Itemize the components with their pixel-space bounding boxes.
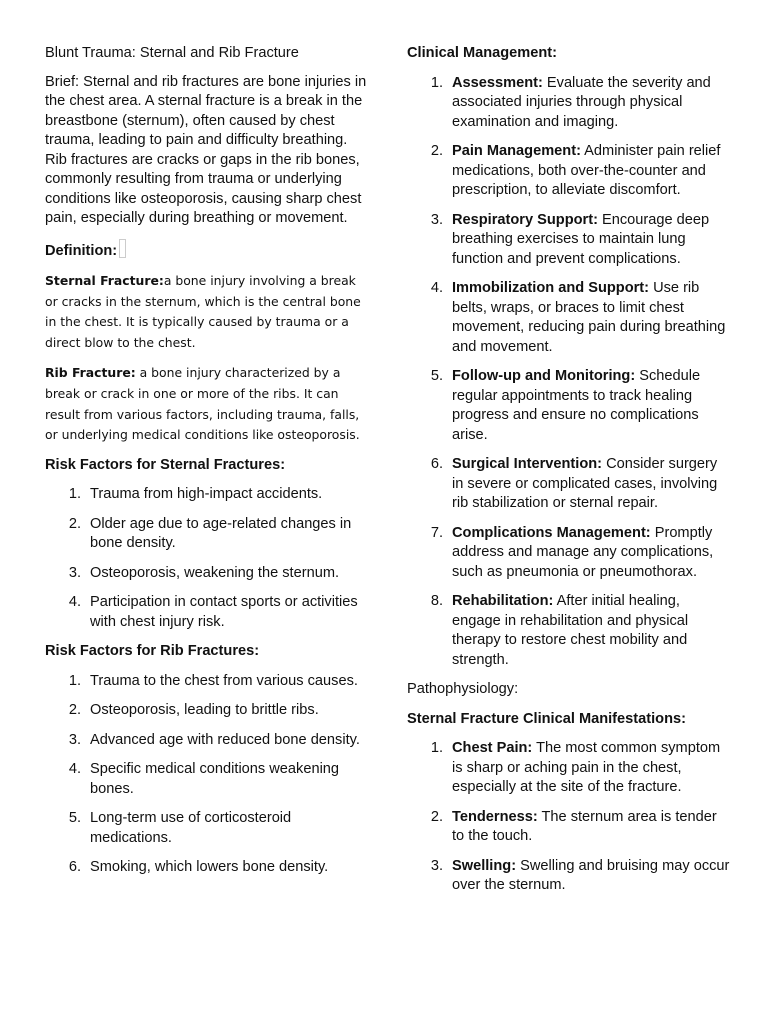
list-term: Chest Pain: [452,740,533,756]
placeholder-box-icon [119,239,126,258]
list-text: The sternum area is tender to the touch. [452,808,717,844]
list-text: Osteoporosis, weakening the sternum. [90,564,340,581]
list-text: Administer pain relief medications, both over-the-counter and prescription, to alleviate discomfort. [452,143,721,198]
list-item [407,279,732,357]
list-text: Smoking, which lowers bone density. [90,859,329,876]
list-item [407,808,732,847]
list-item [45,485,370,505]
rib-fracture-text: a bone injury characterized by a break or crack in one or more of the ribs. It can result from various factors, including trauma, falls, or underlying medical conditions like osteoporosis. [45,365,360,443]
sternal-fracture-term: Sternal Fracture: [45,273,164,288]
list-number: 4. [430,280,443,296]
list-number: 5. [68,810,81,827]
list-text: Specific medical conditions weakening bones. [90,761,340,797]
brief-paragraph: Brief: Sternal and rib fractures are bone injuries in the chest area. A sternal fracture is a break in the breastbone (sternum), often caused by chest trauma, leading to pain and difficulty breathing. Rib fractures are cracks or gaps in the rib bones, commonly resulting from trauma or underlying conditions like osteoporosis, causing sharp chest pain, especially during breathing or movement. [45,73,367,226]
management-heading: Clinical Management: [407,45,558,61]
list-item [407,211,732,270]
rib-fracture-term: Rib Fracture: [45,365,136,381]
sternal-risk-heading: Risk Factors for Sternal Fractures: [45,456,286,473]
list-term: Complications Management: [452,524,651,541]
list-number: 4. [68,594,81,611]
list-item [407,367,732,445]
list-number: 5. [430,368,443,384]
sternal-fracture-definition [45,271,370,353]
list-number: 1. [430,740,443,756]
list-item [407,592,732,670]
list-item [407,857,732,896]
list-text: Advanced age with reduced bone density. [90,731,360,748]
list-text: The most common symptom is sharp or aching pain in the chest, especially at the site of the fracture. [452,740,721,795]
list-text: Encourage deep breathing exercises to maintain lung function and prevent complications. [452,211,710,267]
list-item [45,564,370,584]
list-number: 2. [68,702,81,719]
list-number: 2. [430,143,443,159]
left-column [45,44,370,888]
rib-fracture-definition [45,363,370,445]
list-number: 2. [68,515,81,532]
list-item [45,515,370,554]
list-text: Schedule regular appointments to track healing progress and ensure no complications arise. [452,368,701,443]
list-text: After initial healing, engage in rehabilitation and physical therapy to restore chest mobility and strength. [452,593,689,668]
list-item [45,760,370,799]
sternal-fracture-text: a bone injury involving a break or cracks in the sternum, which is the central bone in the chest. It is typically caused by trauma or a direct blow to the chest. [45,273,361,350]
list-item [45,858,370,878]
list-number: 7. [430,524,443,541]
manifestations-heading: Sternal Fracture Clinical Manifestations: [407,710,686,727]
list-text: Long-term use of corticosteroid medications. [90,810,292,846]
list-term: Follow-up and Monitoring: [452,368,636,384]
list-item [45,593,370,632]
list-term: Assessment: [452,74,543,91]
list-term: Tenderness: [452,808,538,825]
list-item [45,701,370,721]
list-text: Trauma to the chest from various causes. [90,672,358,689]
pathophysiology-label: Pathophysiology: [407,681,519,697]
list-item [45,731,370,751]
list-item [407,739,732,798]
list-item [45,809,370,848]
list-term: Respiratory Support: [452,211,598,228]
rib-risk-list [45,672,370,878]
list-text: Consider surgery in severe or complicated cases, involving rib stabilization or sternal repair. [452,456,718,511]
list-term: Immobilization and Support: [452,280,650,296]
list-item [407,524,732,583]
manifestations-list [407,739,732,896]
list-text: Use rib belts, wraps, or braces to limit chest movement, reducing pain during breathing and movement. [452,280,726,355]
list-text: Promptly address and manage any complications, such as pneumonia or pneumothorax. [452,524,714,580]
definition-heading-text: Definition: [45,242,118,259]
list-number: 3. [68,564,81,581]
list-item [45,672,370,692]
list-number: 3. [430,211,443,228]
list-number: 1. [68,486,81,503]
list-term: Rehabilitation: [452,593,554,609]
list-item [407,455,732,514]
list-text: Swelling and bruising may occur over the sternum. [452,857,730,893]
list-term: Swelling: [452,857,517,874]
list-text: Older age due to age-related changes in bone density. [90,515,352,552]
list-term: Surgical Intervention: [452,456,603,472]
rib-risk-heading: Risk Factors for Rib Fractures: [45,643,260,660]
right-column [407,44,732,906]
list-number: 1. [430,74,443,91]
list-number: 6. [68,859,81,876]
list-text: Evaluate the severity and associated injuries through physical examination and imaging. [452,74,711,130]
list-number: 6. [430,456,443,472]
list-number: 4. [68,761,81,778]
management-list [407,74,732,671]
list-number: 3. [430,857,443,874]
list-text: Participation in contact sports or activities with chest injury risk. [90,594,358,630]
list-term: Pain Management: [452,143,581,159]
definition-heading [45,239,370,262]
list-number: 3. [68,731,81,748]
list-number: 2. [430,808,443,825]
list-number: 8. [430,593,443,609]
document-title: Blunt Trauma: Sternal and Rib Fracture [45,45,299,61]
list-number: 1. [68,672,81,689]
list-text: Osteoporosis, leading to brittle ribs. [90,702,319,719]
list-item [407,74,732,133]
sternal-risk-list [45,485,370,632]
list-item [407,142,732,201]
list-text: Trauma from high-impact accidents. [90,486,323,503]
